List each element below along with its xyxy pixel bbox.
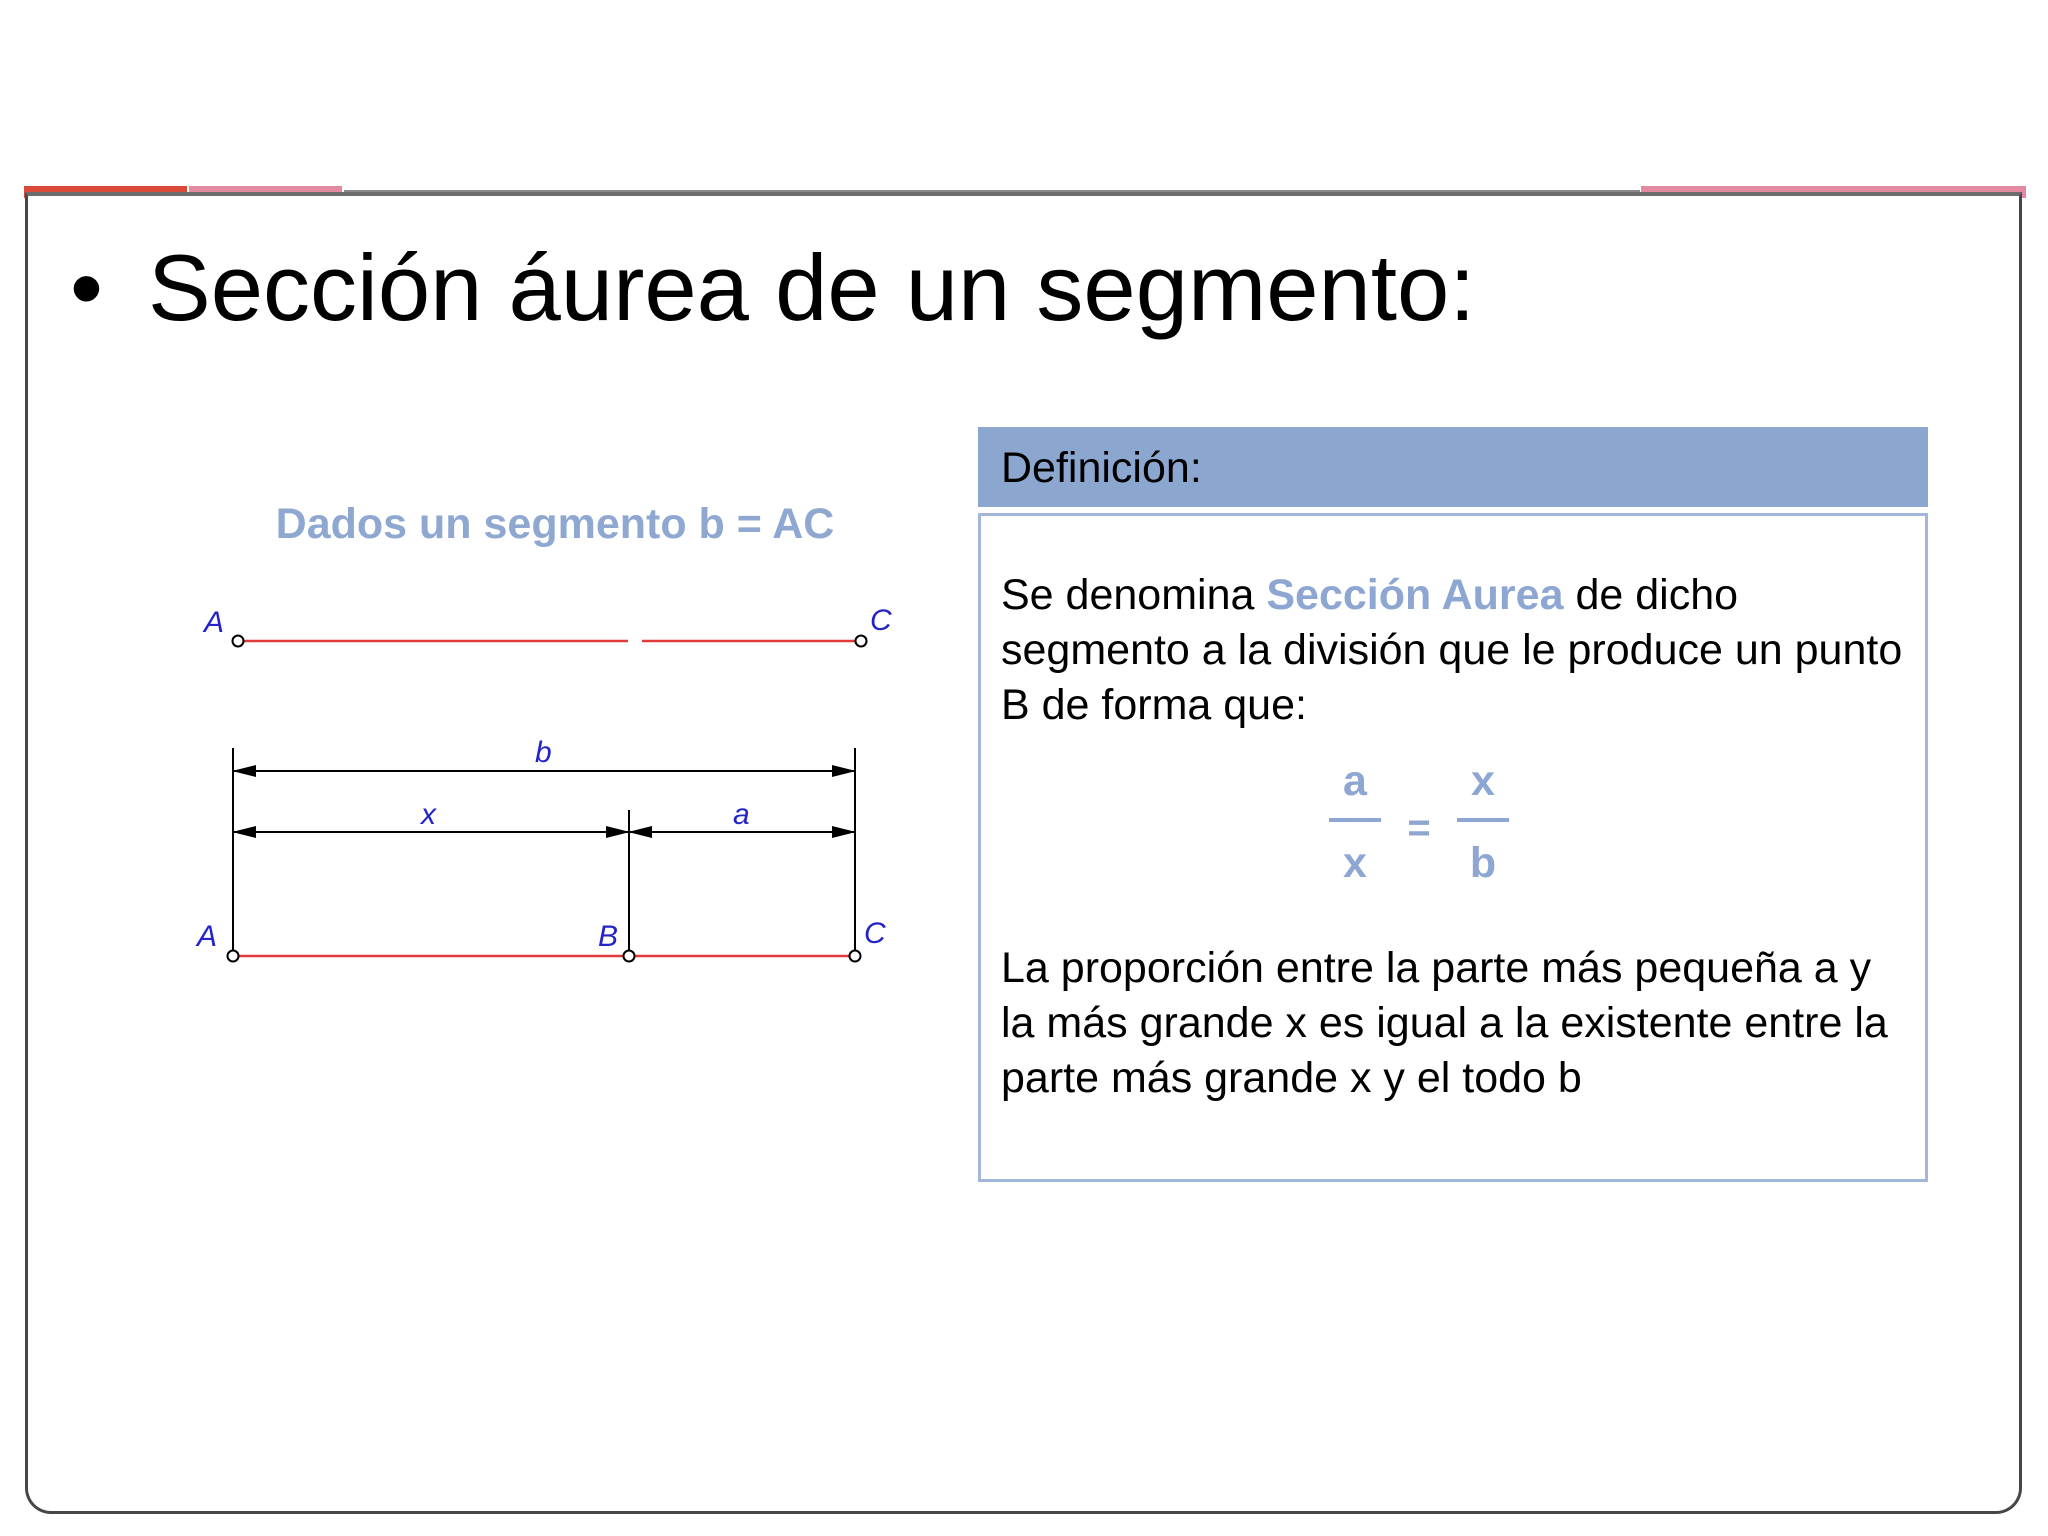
slide-title: Sección áurea de un segmento: <box>148 235 1476 340</box>
fraction-right-numerator: x <box>1471 757 1495 805</box>
definition-header <box>978 427 1928 507</box>
fraction-right-bar <box>1457 818 1509 822</box>
fraction-left-bar <box>1329 818 1381 822</box>
definition-box <box>978 513 1928 1182</box>
label-a-top: A <box>204 606 225 639</box>
point-a-top <box>233 636 244 647</box>
label-a-bottom: A <box>197 920 218 953</box>
definition-header-label: Definición: <box>1001 444 1202 492</box>
label-dim-x: x <box>421 798 436 831</box>
label-dim-a: a <box>733 798 750 831</box>
label-b-bottom: B <box>598 920 619 953</box>
definition-paragraph-1 <box>1001 568 1911 733</box>
definition-term: Sección Aurea <box>1266 571 1564 619</box>
label-c-top: C <box>870 604 892 637</box>
fraction-left <box>1329 756 1381 888</box>
golden-ratio-formula <box>1329 756 1529 906</box>
fraction-right <box>1457 756 1509 888</box>
definition-p1-after: de dicho segmento a la división que le produce un punto B de forma que: <box>1001 571 1903 729</box>
title-bullet: • <box>70 235 103 340</box>
label-c-bottom: C <box>864 917 886 950</box>
definition-paragraph-2: La proporción entre la parte más pequeña a y la más grande x es igual a la existente entre la parte más grande x y el todo b <box>1001 944 1888 1102</box>
label-dim-b: b <box>535 736 552 769</box>
point-c-bottom <box>850 951 861 962</box>
point-a-bottom <box>228 951 239 962</box>
figure-caption: Dados un segmento b = AC <box>275 500 835 548</box>
fraction-left-denominator: x <box>1343 839 1367 887</box>
segment-diagram <box>0 0 980 1100</box>
fraction-right-denominator: b <box>1469 839 1497 887</box>
formula-equals: = <box>1407 806 1431 850</box>
point-c-top <box>856 636 867 647</box>
definition-p1-before: Se denomina <box>1001 571 1267 619</box>
point-b-bottom <box>624 951 635 962</box>
fraction-left-numerator: a <box>1343 757 1367 805</box>
